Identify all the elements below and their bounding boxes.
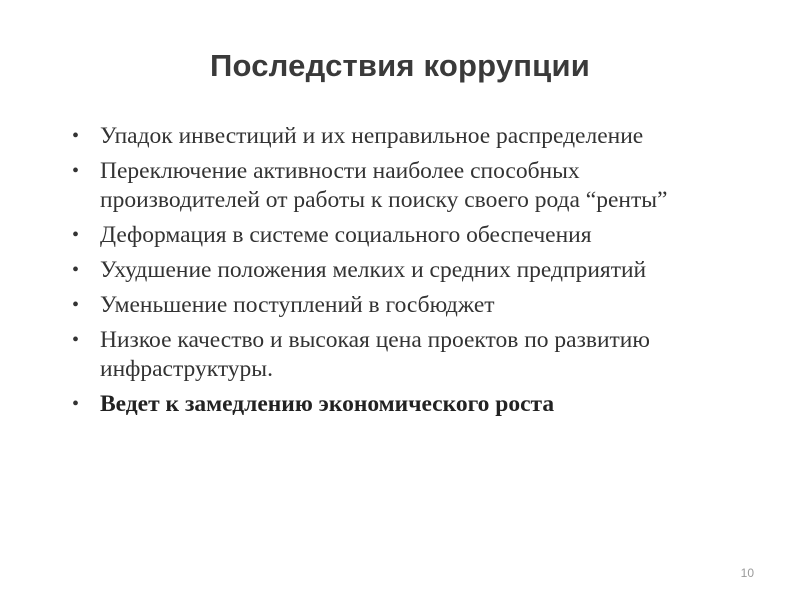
bullet-marker: • bbox=[72, 224, 80, 246]
bullet-text: Уменьшение поступлений в госбюджет bbox=[100, 292, 495, 318]
bullet-marker: • bbox=[72, 329, 80, 351]
bullet-text: Упадок инвестиций и их неправильное распределение bbox=[100, 123, 644, 149]
bullet-marker: • bbox=[72, 393, 80, 415]
bullet-text: Деформация в системе социального обеспечения bbox=[100, 222, 592, 248]
bullet-marker: • bbox=[72, 259, 80, 281]
bullet-text: Низкое качество и высокая цена проектов по развитию инфраструктуры. bbox=[100, 327, 650, 382]
bullet-item-conclusion bbox=[72, 390, 740, 419]
bullet-item bbox=[72, 157, 740, 215]
bullet-text: Переключение активности наиболее способных производителей от работы к поиску своего рода “ренты” bbox=[100, 158, 668, 213]
bullet-marker: • bbox=[72, 160, 80, 182]
bullet-text: Ухудшение положения мелких и средних предприятий bbox=[100, 257, 647, 283]
bullet-text: Ведет к замедлению экономического роста bbox=[100, 391, 555, 417]
page-number: 10 bbox=[740, 566, 754, 580]
bullet-item bbox=[72, 122, 740, 151]
bullet-item bbox=[72, 291, 740, 320]
slide-title: Последствия коррупции bbox=[210, 48, 590, 83]
bullet-item bbox=[72, 221, 740, 250]
bullet-marker: • bbox=[72, 294, 80, 316]
bullet-item bbox=[72, 256, 740, 285]
bullet-list bbox=[72, 122, 740, 425]
bullet-item bbox=[72, 326, 740, 384]
bullet-marker: • bbox=[72, 125, 80, 147]
